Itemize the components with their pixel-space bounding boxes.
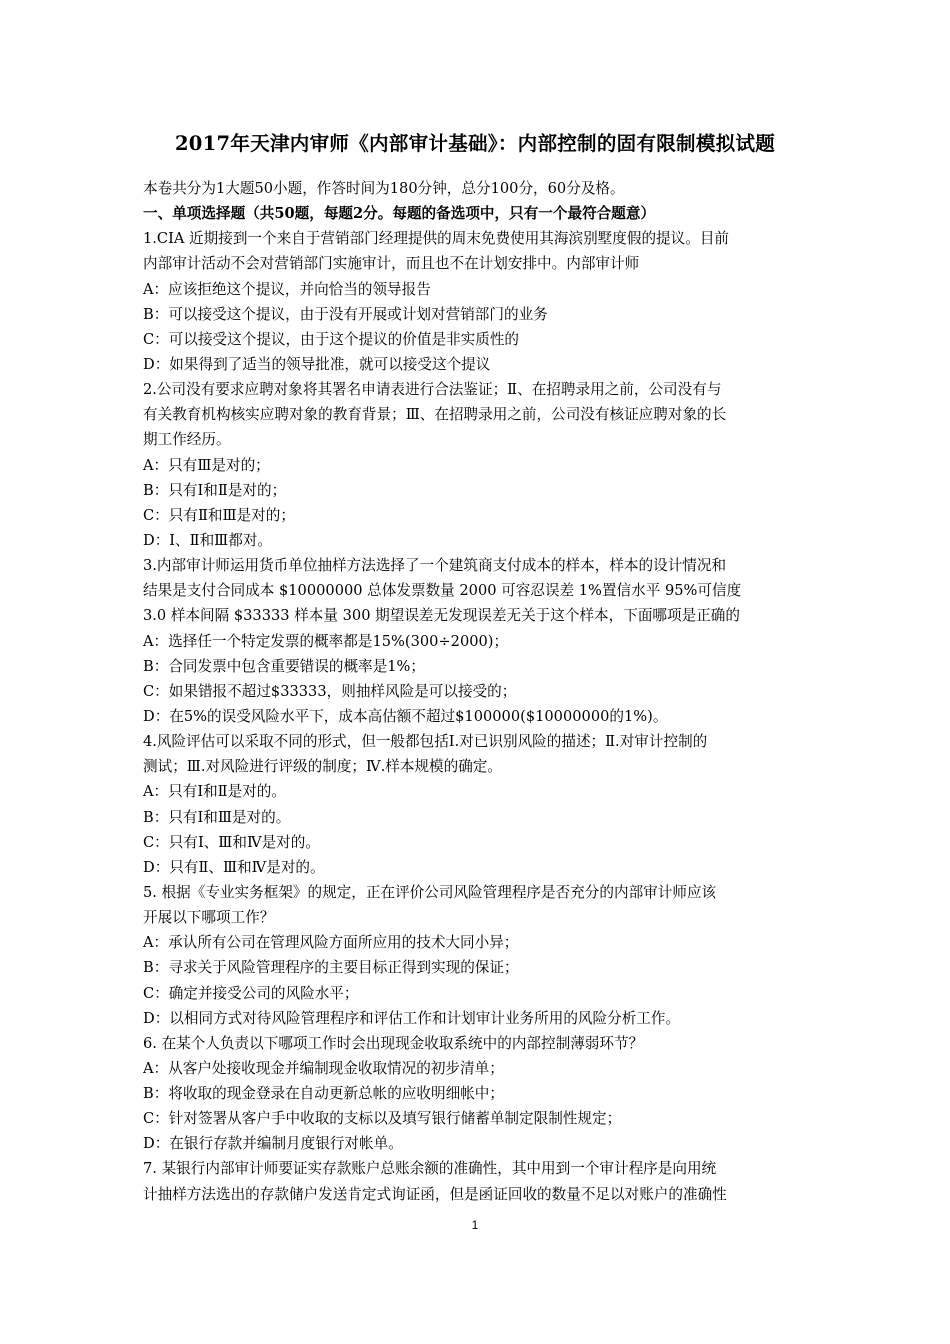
text-line: C：只有Ⅰ、Ⅲ和Ⅳ是对的。 (143, 833, 320, 851)
text-line: D：只有Ⅱ、Ⅲ和Ⅳ是对的。 (143, 858, 325, 876)
page-number: 1 (471, 1218, 479, 1232)
text-line: 内部审计活动不会对营销部门实施审计，而且也不在计划安排中。内部审计师 (143, 255, 640, 273)
text-line: B：将收取的现金登录在自动更新总帐的应收明细帐中； (143, 1085, 504, 1103)
text-line: A：选择任一个特定发票的概率都是15%(300÷2000)； (143, 632, 509, 650)
text-line: 7. 某银行内部审计师要证实存款账户总账余额的准确性，其中用到一个审计程序是向用统 (143, 1160, 717, 1178)
text-line: 期工作经历。 (143, 431, 231, 449)
text-line: 3.0 样本间隔 $33333 样本量 300 期望误差无发现误差无关于这个样本，下面哪项是正确的 (143, 607, 740, 625)
text-line: 计抽样方法选出的存款储户发送肯定式询证函，但是函证回收的数量不足以对账户的准确性 (143, 1185, 727, 1203)
text-line: 2.公司没有要求应聘对象将其署名申请表进行合法鉴证；Ⅱ、在招聘录用之前，公司没有与 (143, 381, 722, 399)
document-body (143, 176, 815, 1207)
text-line: 有关教育机构核实应聘对象的教育背景；Ⅲ、在招聘录用之前，公司没有核证应聘对象的长 (143, 406, 727, 424)
text-line: D：如果得到了适当的领导批准，就可以接受这个提议 (143, 355, 491, 373)
text-line: B：可以接受这个提议，由于没有开展或计划对营销部门的业务 (143, 305, 548, 323)
text-line: A：只有Ⅰ和Ⅱ是对的。 (143, 783, 286, 801)
text-line: C：确定并接受公司的风险水平； (143, 984, 359, 1002)
text-line: 测试；Ⅲ.对风险进行评级的制度；Ⅳ.样本规模的确定。 (143, 758, 502, 776)
text-line: C：只有Ⅱ和Ⅲ是对的； (143, 506, 295, 524)
text-line: 1.CIA 近期接到一个来自于营销部门经理提供的周末免费使用其海滨别墅度假的提议。目前 (143, 230, 730, 248)
text-line: A：从客户处接收现金并编制现金收取情况的初步清单； (143, 1059, 504, 1077)
text-line: 开展以下哪项工作？ (143, 909, 275, 927)
text-line: 3.内部审计师运用货币单位抽样方法选择了一个建筑商支付成本的样本，样本的设计情况和 (143, 557, 727, 575)
text-line: C：如果错报不超过$33333，则抽样风险是可以接受的； (143, 682, 517, 700)
text-line: B：合同发票中包含重要错误的概率是1%； (143, 657, 425, 675)
text-line: 4.风险评估可以采取不同的形式，但一般都包括Ⅰ.对已识别风险的描述；Ⅱ.对审计控制的 (143, 733, 708, 751)
text-line: B：只有Ⅰ和Ⅲ是对的。 (143, 808, 291, 826)
text-line: 结果是支付合同成本 $10000000 总体发票数量 2000 可容忍误差 1%置信水平 95%可信度 (143, 582, 742, 600)
text-line: B：只有Ⅰ和Ⅱ是对的； (143, 481, 287, 499)
text-line: A：只有Ⅲ是对的； (143, 456, 270, 474)
text-line: 6. 在某个人负责以下哪项工作时会出现现金收取系统中的内部控制薄弱环节？ (143, 1034, 644, 1052)
text-line: 5. 根据《专业实务框架》的规定，正在评价公司风险管理程序是否充分的内部审计师应该 (143, 883, 717, 901)
text-line: B：寻求关于风险管理程序的主要目标正得到实现的保证； (143, 959, 519, 977)
text-line: D：Ⅰ、Ⅱ和Ⅲ都对。 (143, 531, 273, 549)
text-line: A：应该拒绝这个提议，并向恰当的领导报告 (143, 280, 431, 298)
text-line: A：承认所有公司在管理风险方面所应用的技术大同小异； (143, 934, 519, 952)
text-line: 本卷共分为1大题50小题，作答时间为180分钟，总分100分，60分及格。 (143, 180, 625, 197)
document-title: 2017年天津内审师《内部审计基础》：内部控制的固有限制模拟试题 (174, 132, 776, 155)
text-line: C：可以接受这个提议，由于这个提议的价值是非实质性的 (143, 330, 520, 348)
text-line: D：在银行存款并编制月度银行对帐单。 (143, 1135, 403, 1153)
text-line: D：以相同方式对待风险管理程序和评估工作和计划审计业务所用的风险分析工作。 (143, 1009, 681, 1027)
text-line: 一、单项选择题（共50题，每题2分。每题的备选项中，只有一个最符合题意） (143, 205, 656, 223)
text-line: D：在5%的误受风险水平下，成本高估额不超过$100000($10000000的1%)。 (143, 707, 668, 725)
text-line: C：针对签署从客户手中收取的支标以及填写银行储蓄单制定限制性规定； (143, 1110, 622, 1128)
